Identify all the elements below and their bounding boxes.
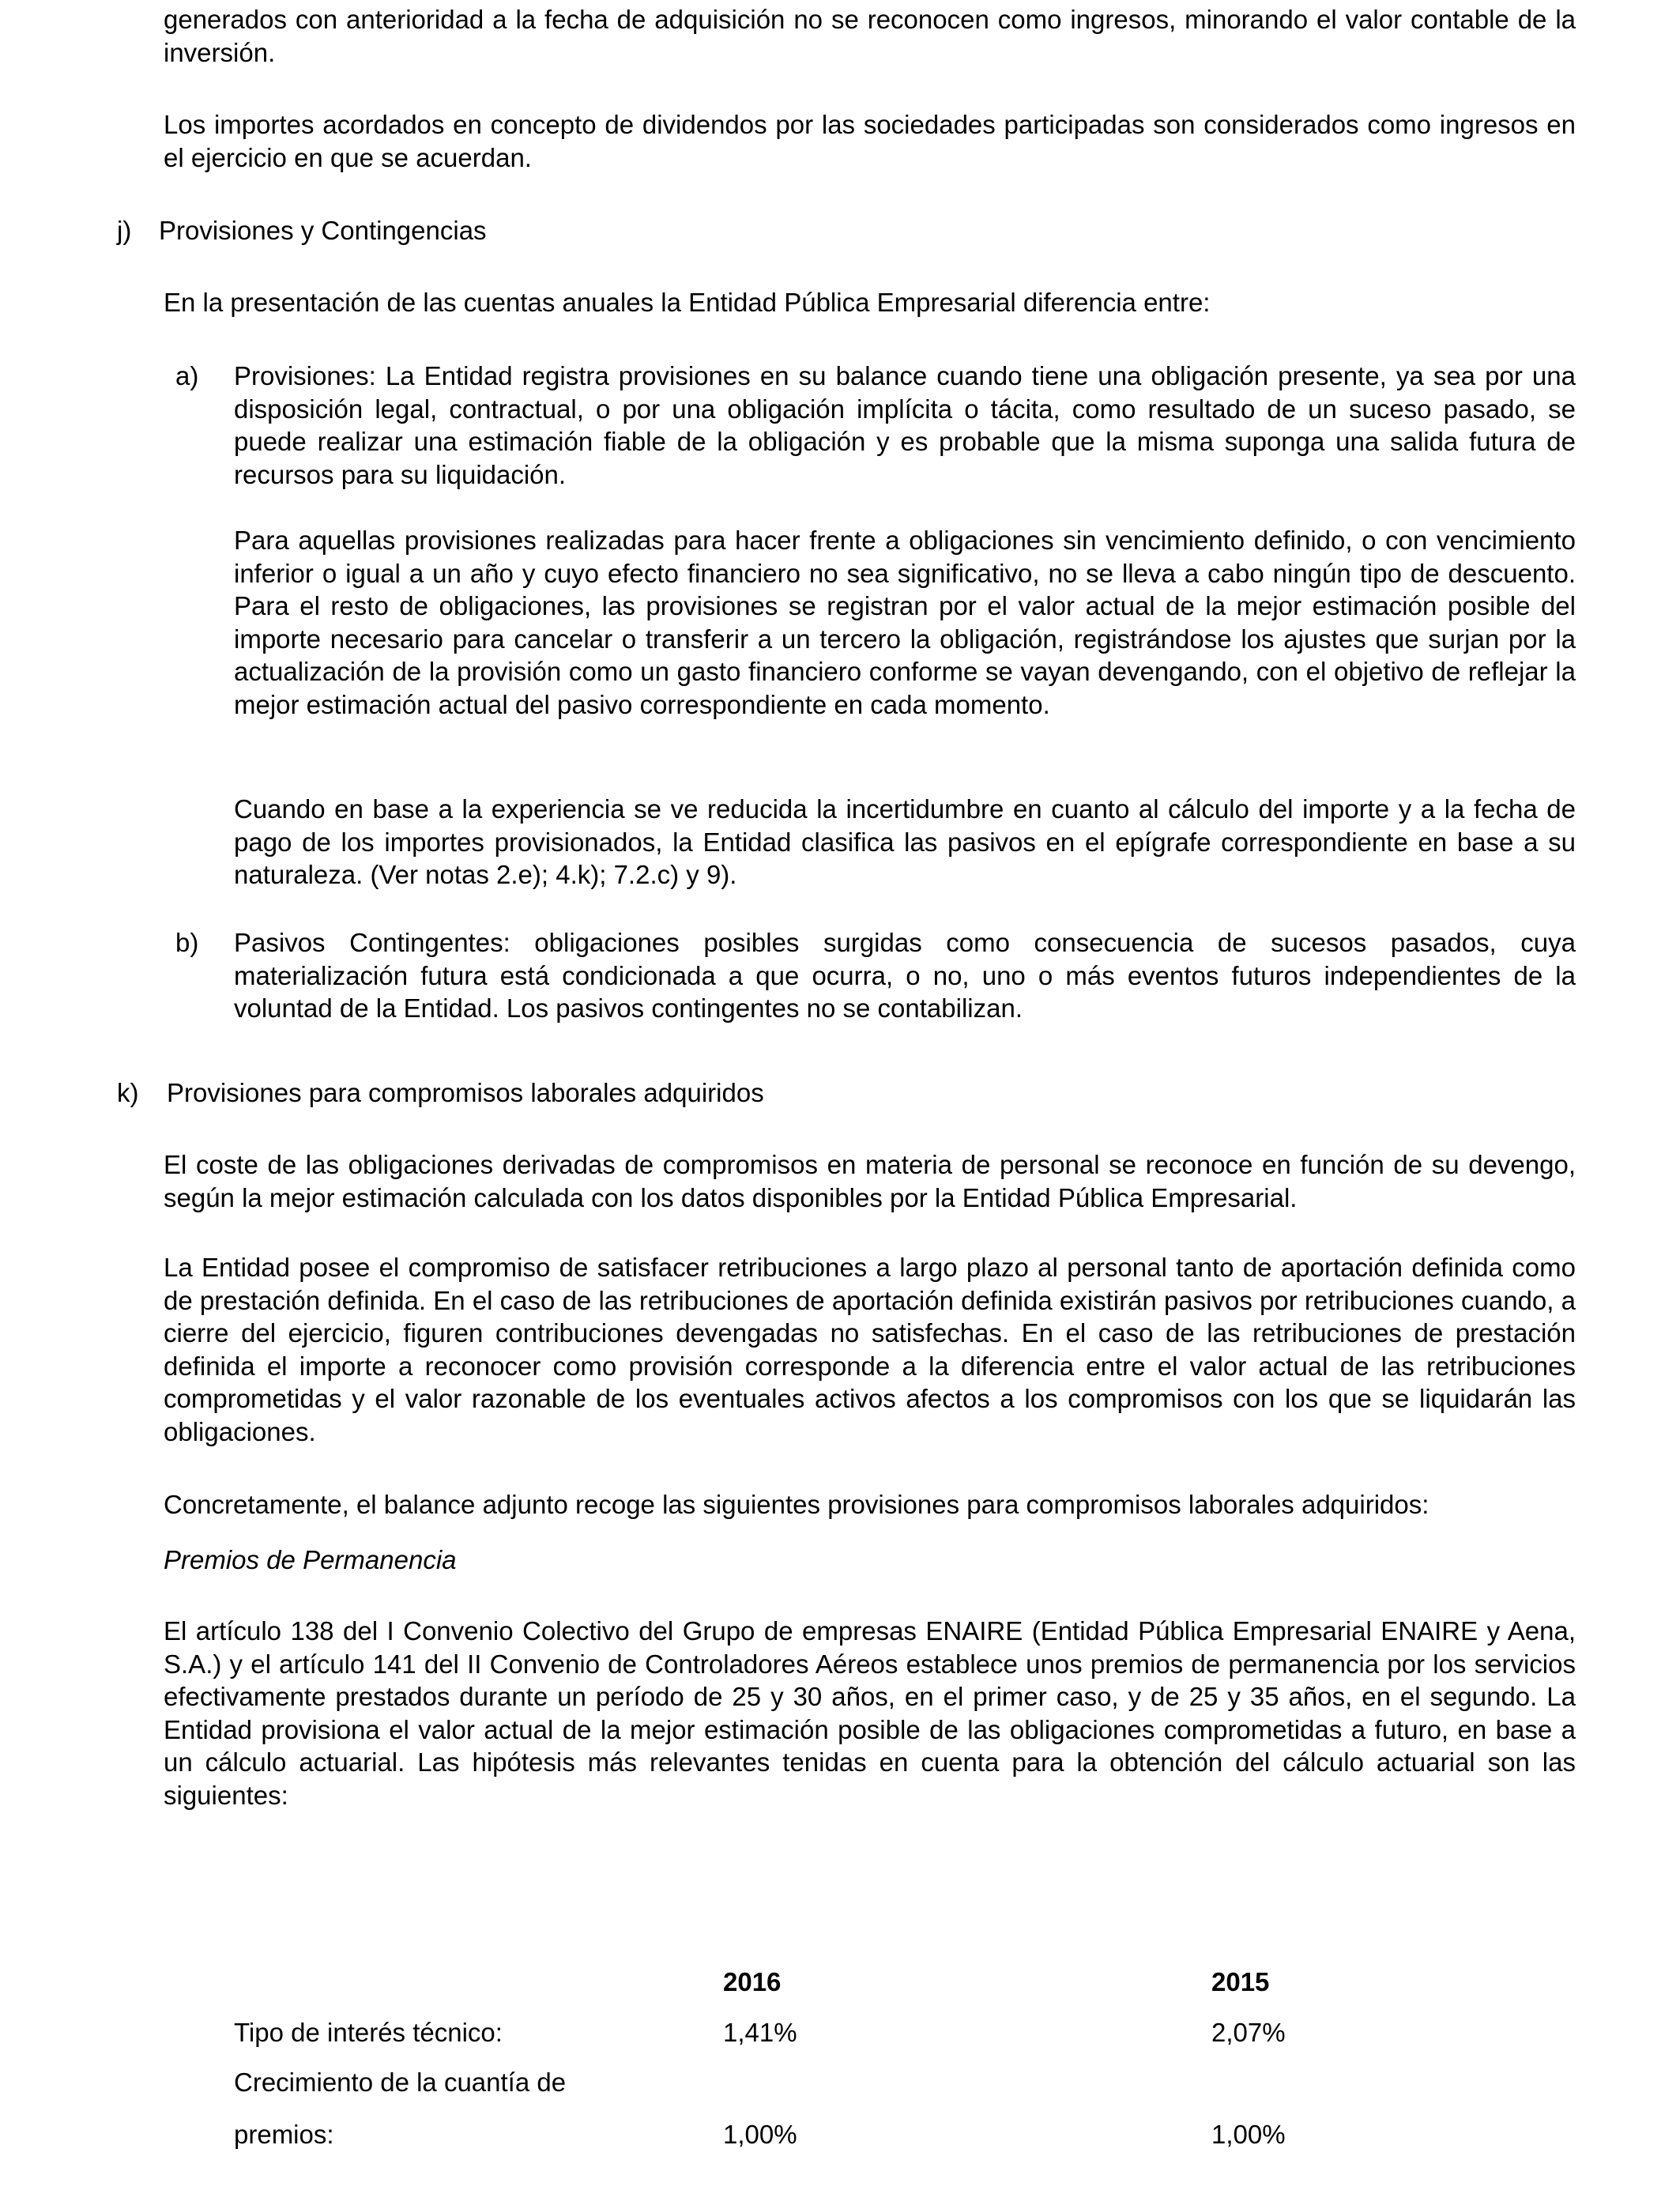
- item-a-paragraph-3: Cuando en base a la experiencia se ve reducida la incertidumbre en cuanto al cálculo del importe y a la fecha de pago de los importes provisionados, la Entidad clasifica las pasivos en el epígrafe correspondiente en base a su naturaleza. (Ver notas 2.e); 4.k); 7.2.c) y 9).: [234, 794, 1576, 889]
- table-cell-2015: 2,07%: [1211, 2018, 1286, 2047]
- section-j-marker: j): [117, 216, 132, 245]
- table-header-2015: 2015: [1211, 1967, 1270, 1996]
- section-k-paragraph-1: El coste de las obligaciones derivadas de compromisos en materia de personal se reconoce en función de su devengo, según la mejor estimación calculada con los datos disponibles por la Entidad Pública Empresarial.: [164, 1150, 1576, 1212]
- item-a-marker: a): [175, 361, 199, 390]
- item-b-paragraph-1: Pasivos Contingentes: obligaciones posibles surgidas como consecuencia de sucesos pasados, cuya materialización futura está condicionada a que ocurra, o no, uno o más eventos futuros independientes de la voluntad de la Entidad. Los pasivos contingentes no se contabilizan.: [234, 928, 1576, 1023]
- section-k-paragraph-2: La Entidad posee el compromiso de satisfacer retribuciones a largo plazo al personal tanto de aportación definida como de prestación definida. En el caso de las retribuciones de aportación definida existirán pasivos por retribuciones cuando, a cierre del ejercicio, figuren contribuciones devengadas no satisfechas. En el caso de las retribuciones de prestación definida el importe a reconocer como provisión corresponde a la diferencia entre el valor actual de las retribuciones comprometidas y el valor razonable de los eventuales activos afectos a los compromisos con los que se liquidarán las obligaciones.: [164, 1253, 1576, 1446]
- table-cell-2016: 1,41%: [723, 2018, 797, 2047]
- section-j-title: Provisiones y Contingencias: [159, 216, 487, 245]
- table-row-label: Crecimiento de la cuantía de: [234, 2068, 567, 2097]
- section-k-subheading: Premios de Permanencia: [164, 1545, 457, 1574]
- item-a-paragraph-1: Provisiones: La Entidad registra provisiones en su balance cuando tiene una obligación presente, ya sea por una disposición legal, contractual, o por una obligación implícita o tácita, como resultado de un suceso pasado, se puede realizar una estimación fiable de la obligación y es probable que la misma suponga una salida futura de recursos para su liquidación.: [234, 361, 1576, 489]
- table-header-2016: 2016: [723, 1967, 782, 1996]
- table-row-label: Tipo de interés técnico:: [234, 2018, 503, 2047]
- section-k-title: Provisiones para compromisos laborales adquiridos: [167, 1078, 764, 1107]
- item-b-marker: b): [175, 928, 199, 957]
- paragraph-dividends: Los importes acordados en concepto de dividendos por las sociedades participadas son considerados como ingresos en el ejercicio en que se acuerdan.: [164, 110, 1576, 172]
- paragraph-acquisition: generados con anterioridad a la fecha de adquisición no se reconocen como ingresos, minorando el valor contable de la inversión.: [164, 5, 1576, 67]
- table-cell-2016: 1,00%: [723, 2120, 797, 2149]
- section-k-marker: k): [117, 1078, 139, 1107]
- section-k-paragraph-4: El artículo 138 del I Convenio Colectivo del Grupo de empresas ENAIRE (Entidad Pública Empresarial ENAIRE y Aena, S.A.) y el artículo 141 del II Convenio de Controladores Aéreos establece unos premios de permanencia por los servicios efectivamente prestados durante un período de 25 y 30 años, en el primer caso, y de 25 y 35 años, en el segundo. La Entidad provisiona el valor actual de la mejor estimación posible de las obligaciones comprometidas a futuro, en base a un cálculo actuarial. Las hipótesis más relevantes tenidas en cuenta para la obtención del cálculo actuarial son las siguientes:: [164, 1616, 1576, 1810]
- table-row-label-continued: premios:: [234, 2120, 334, 2149]
- item-a-paragraph-2: Para aquellas provisiones realizadas para hacer frente a obligaciones sin vencimiento definido, o con vencimiento inferior o igual a un año y cuyo efecto financiero no sea significativo, no se lleva a cabo ningún tipo de descuento. Para el resto de obligaciones, las provisiones se registran por el valor actual de la mejor estimación posible del importe necesario para cancelar o transferir a un tercero la obligación, registrándose los ajustes que surjan por la actualización de la provisión como un gasto financiero conforme se vayan devengando, con el objetivo de reflejar la mejor estimación actual del pasivo correspondiente en cada momento.: [234, 526, 1576, 719]
- section-j-intro: En la presentación de las cuentas anuales la Entidad Pública Empresarial diferencia entre:: [164, 288, 1211, 317]
- table-cell-2015: 1,00%: [1211, 2120, 1286, 2149]
- section-k-paragraph-3: Concretamente, el balance adjunto recoge las siguientes provisiones para compromisos laborales adquiridos:: [164, 1490, 1430, 1519]
